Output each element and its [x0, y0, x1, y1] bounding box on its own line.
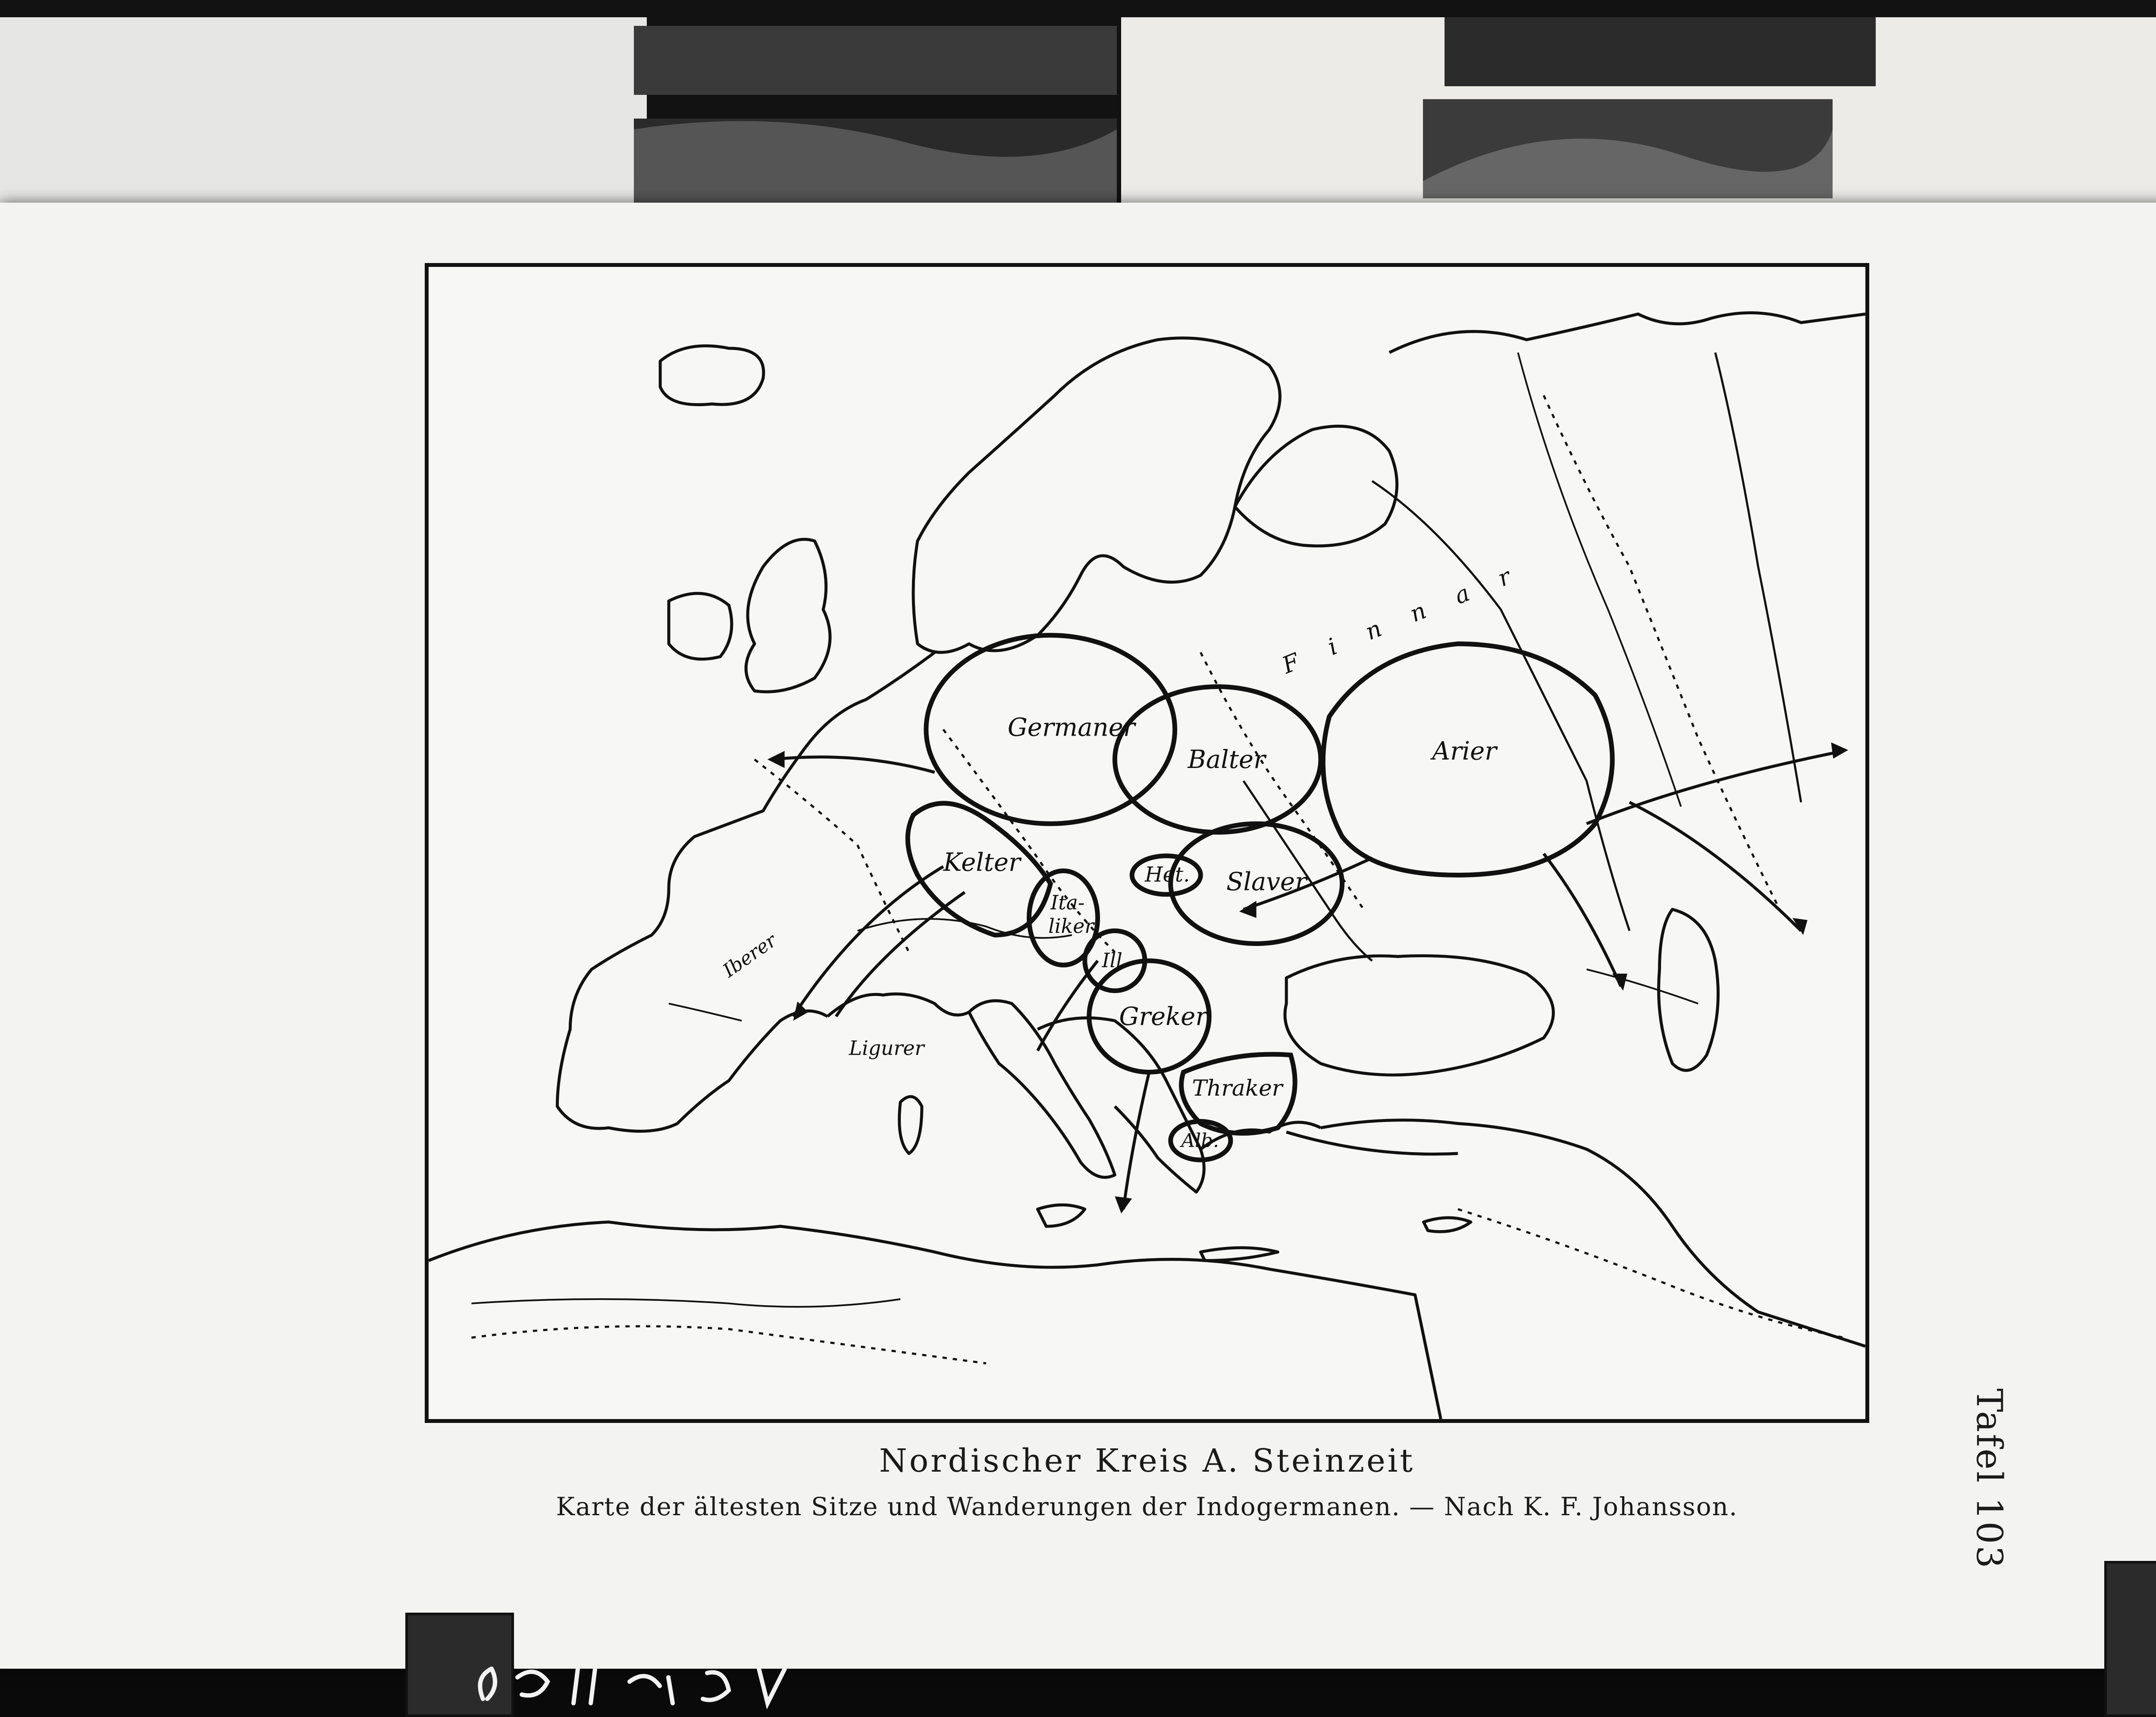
map-frame — [425, 263, 1869, 1423]
facing-page-photographs — [0, 0, 2156, 224]
mountain-pyrenees — [669, 1003, 742, 1021]
label-ligurer: Ligurer — [849, 1037, 924, 1060]
arrowhead — [1239, 901, 1257, 918]
mountain-ural — [1518, 353, 1681, 807]
border-line — [471, 1326, 986, 1363]
mountain-atlas — [471, 1299, 900, 1307]
arctic-coast — [1389, 313, 1865, 352]
cyprus-outline — [1424, 1218, 1471, 1231]
label-kelter: Kelter — [943, 847, 1021, 877]
migration-arrow — [1586, 751, 1844, 824]
label-alb: Alb. — [1181, 1130, 1219, 1152]
label-finnar: F i n n a r — [1278, 558, 1526, 679]
scandinavia-outline — [913, 338, 1280, 652]
ireland-outline — [669, 593, 732, 659]
label-greker: Greker — [1119, 1002, 1207, 1031]
river-line — [1372, 481, 1630, 931]
migration-arrow — [1286, 1132, 1458, 1154]
label-balter: Balter — [1188, 745, 1266, 774]
label-italiker-1: Ita- — [1050, 891, 1085, 914]
river-line — [1715, 353, 1801, 802]
book-clamp-right — [2104, 1561, 2156, 1717]
arrowhead — [768, 751, 785, 768]
iceland-outline — [660, 346, 764, 404]
border-line — [1544, 395, 1780, 909]
great-britain-outline — [746, 539, 830, 692]
label-germaner: Germaner — [1007, 712, 1135, 742]
arrowhead — [1115, 1196, 1132, 1213]
handwritten-inventory-mark — [466, 1651, 854, 1712]
africa-coast — [429, 1222, 1441, 1419]
plate-label: Tafel 103 — [1968, 1388, 2009, 1570]
map-caption-title: Nordischer Kreis A. Steinzeit — [879, 1442, 1415, 1479]
map-caption-subtitle: Karte der ältesten Sitze und Wanderungen der Indogermanen. — Nach K. F. Johansson. — [556, 1492, 1738, 1521]
sardinia-outline — [899, 1097, 922, 1153]
europe-migration-map — [429, 267, 1865, 1419]
crete-outline — [1200, 1248, 1278, 1261]
migration-arrow — [1544, 854, 1621, 987]
label-arier: Arier — [1432, 736, 1497, 766]
label-het: Het. — [1145, 863, 1190, 887]
arrowhead — [1612, 974, 1627, 991]
border-line — [1458, 1209, 1844, 1338]
balkan-coast — [1037, 1018, 1204, 1192]
arrowhead — [1831, 743, 1848, 759]
label-iberer: Iberer — [719, 929, 781, 982]
label-ill: Ill. — [1102, 949, 1129, 972]
label-thraker: Thraker — [1192, 1075, 1283, 1102]
black-sea-outline — [1285, 956, 1553, 1075]
sicily-outline — [1037, 1205, 1084, 1226]
caspian-outline — [1659, 909, 1718, 1070]
mountain-caucasus — [1586, 969, 1698, 1003]
label-slaver: Slaver — [1226, 867, 1307, 896]
migration-arrow — [1630, 802, 1801, 931]
label-italiker-2: liker — [1048, 915, 1094, 938]
